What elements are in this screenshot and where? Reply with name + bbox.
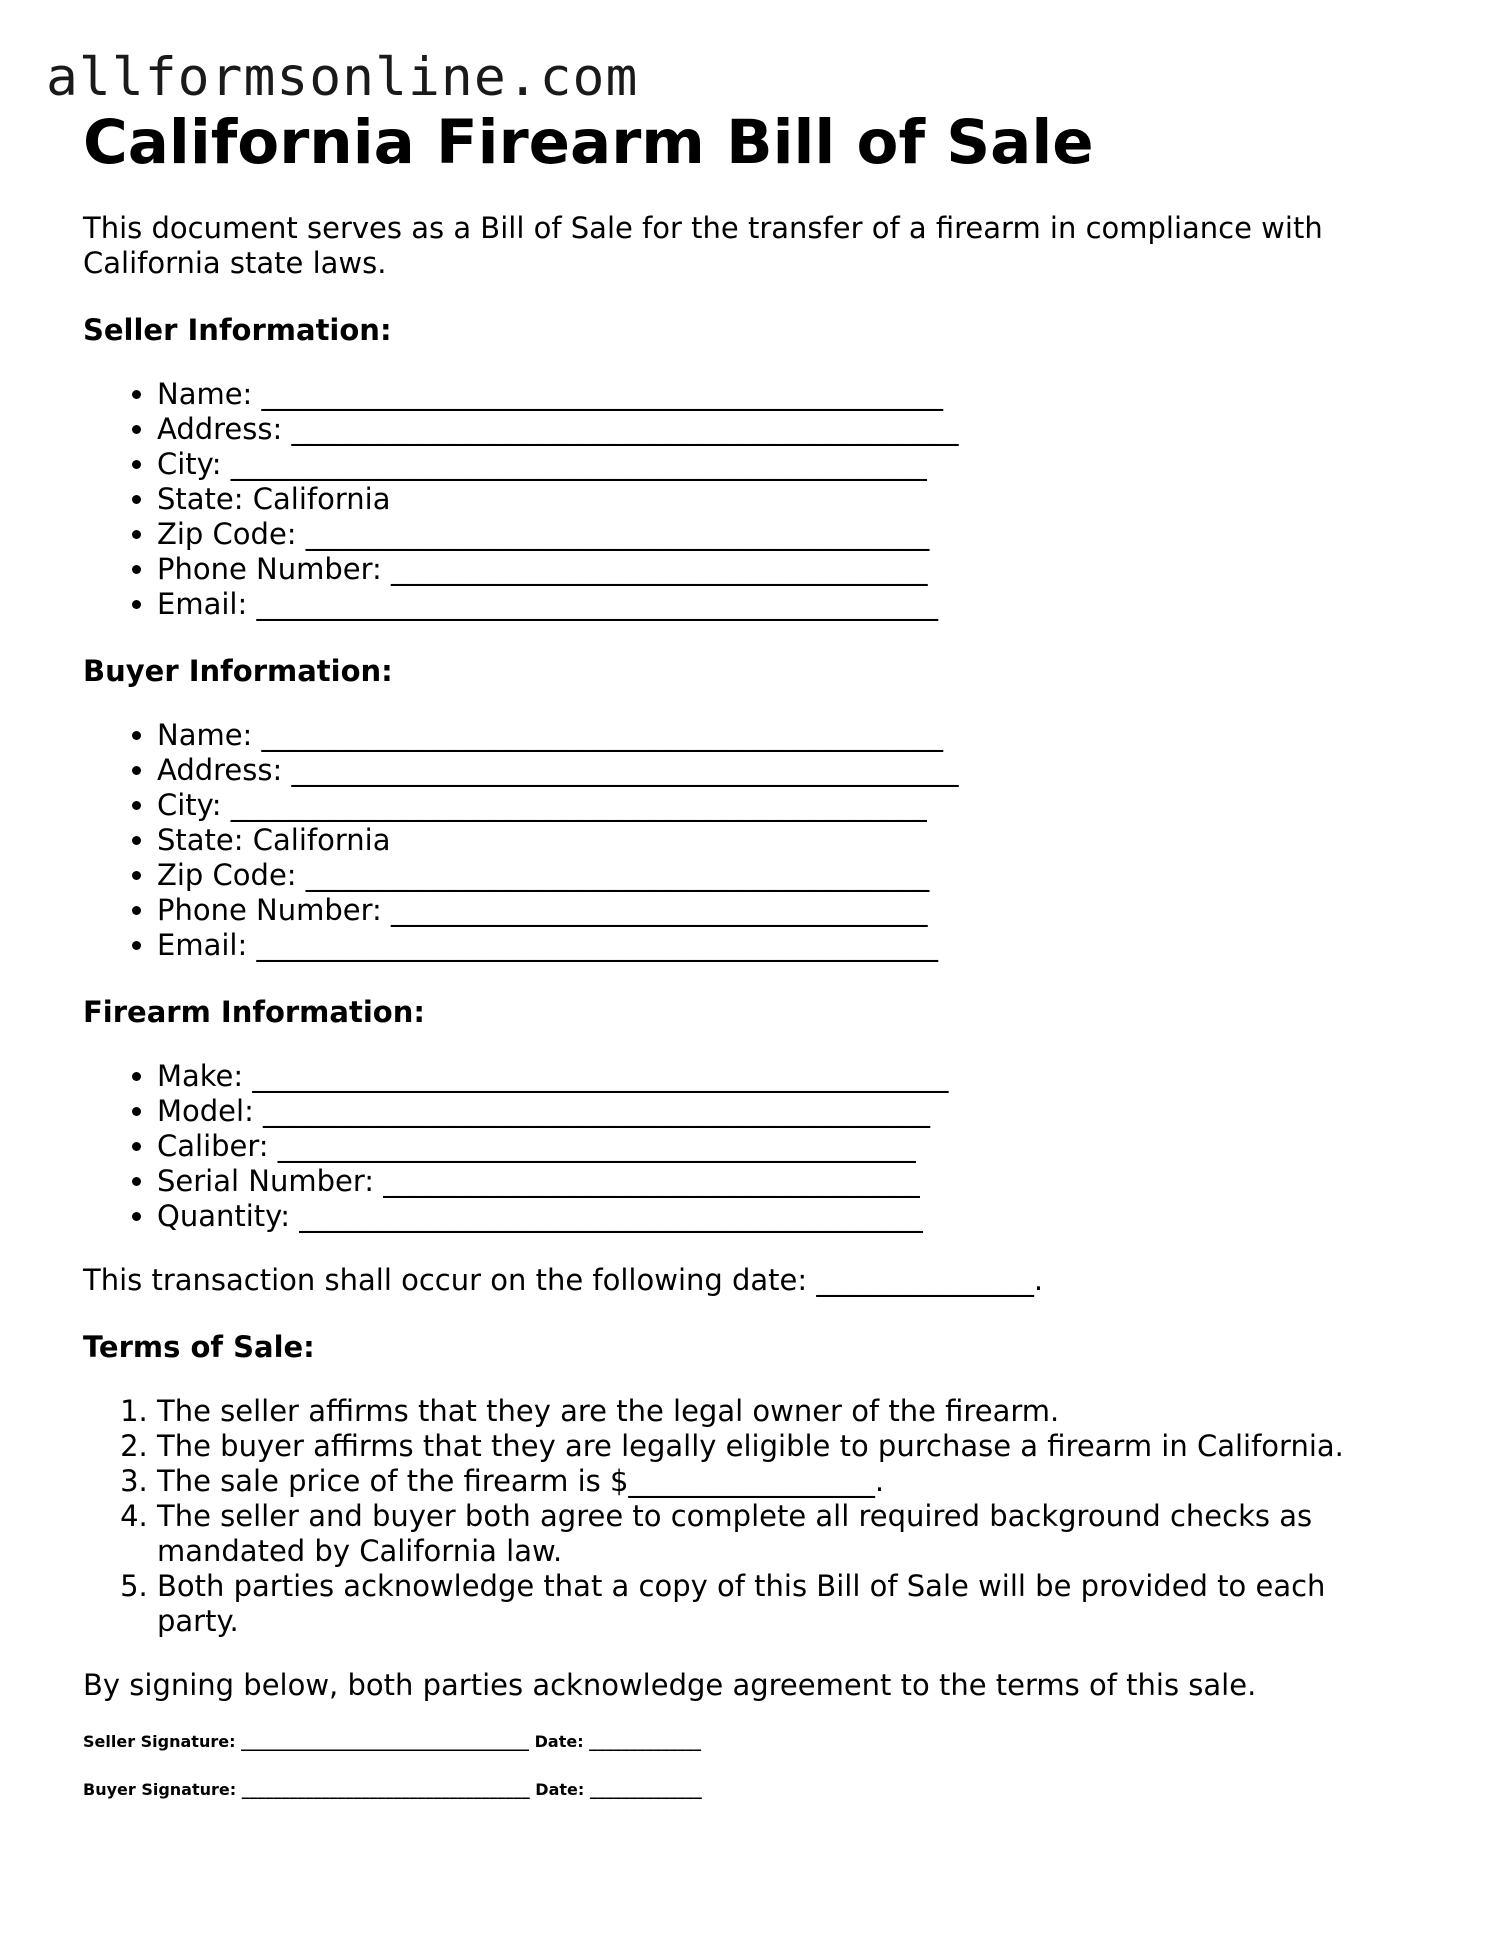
term-item: 3. The sale price of the firearm is $_________________. [157,1464,1373,1499]
agreement-statement: By signing below, both parties acknowledge agreement to the terms of this sale. [83,1668,1257,1702]
buyer-name-field: • Name: _______________________________________________ [157,718,1423,753]
intro-paragraph: This document serves as a Bill of Sale for the transfer of a firearm in compliance with California state laws. [83,211,1323,280]
term-item: 4. The seller and buyer both agree to complete all required background checks as mandated by California law. [157,1499,1373,1569]
buyer-zip-field: • Zip Code: ___________________________________________ [157,858,1423,893]
firearm-model-field: • Model: ______________________________________________ [157,1094,1423,1129]
seller-name-field: • Name: _______________________________________________ [157,377,1423,412]
term-item: 1. The seller affirms that they are the legal owner of the firearm. [157,1394,1373,1429]
seller-phone-field: • Phone Number: _____________________________________ [157,552,1423,587]
seller-state-field: • State: California [157,482,1423,517]
buyer-email-field: • Email: _______________________________________________ [157,928,1423,963]
seller-signature-line: Seller Signature: ____________________________________ Date: ______________ [83,1732,702,1751]
document-title: California Firearm Bill of Sale [83,107,1094,178]
seller-email-field: • Email: _______________________________________________ [157,587,1423,622]
firearm-section-heading: Firearm Information: [83,995,425,1029]
term-item: 5. Both parties acknowledge that a copy of this Bill of Sale will be provided to each party. [157,1569,1373,1639]
buyer-section-heading: Buyer Information: [83,654,393,688]
firearm-quantity-field: • Quantity: ___________________________________________ [157,1199,1423,1234]
buyer-field-list [83,718,1423,963]
buyer-address-field: • Address: ______________________________________________ [157,753,1423,788]
seller-address-field: • Address: ______________________________________________ [157,412,1423,447]
buyer-phone-field: • Phone Number: _____________________________________ [157,893,1423,928]
terms-section-heading: Terms of Sale: [83,1330,315,1364]
seller-field-list [83,377,1423,622]
firearm-caliber-field: • Caliber: ____________________________________________ [157,1129,1423,1164]
document-page [83,105,1423,1799]
buyer-state-field: • State: California [157,823,1423,858]
firearm-make-field: • Make: ________________________________________________ [157,1059,1423,1094]
terms-list [83,1394,1373,1639]
seller-section-heading: Seller Information: [83,313,392,347]
buyer-city-field: • City: ________________________________________________ [157,788,1423,823]
buyer-signature-line: Buyer Signature: ____________________________________ Date: ______________ [83,1780,702,1799]
firearm-field-list [83,1059,1423,1234]
site-watermark: allformsonline.com [46,47,639,108]
term-item: 2. The buyer affirms that they are legally eligible to purchase a firearm in California. [157,1429,1373,1464]
transaction-date-line: This transaction shall occur on the following date: _______________. [83,1263,1044,1297]
seller-city-field: • City: ________________________________________________ [157,447,1423,482]
seller-zip-field: • Zip Code: ___________________________________________ [157,517,1423,552]
firearm-serial-field: • Serial Number: _____________________________________ [157,1164,1423,1199]
